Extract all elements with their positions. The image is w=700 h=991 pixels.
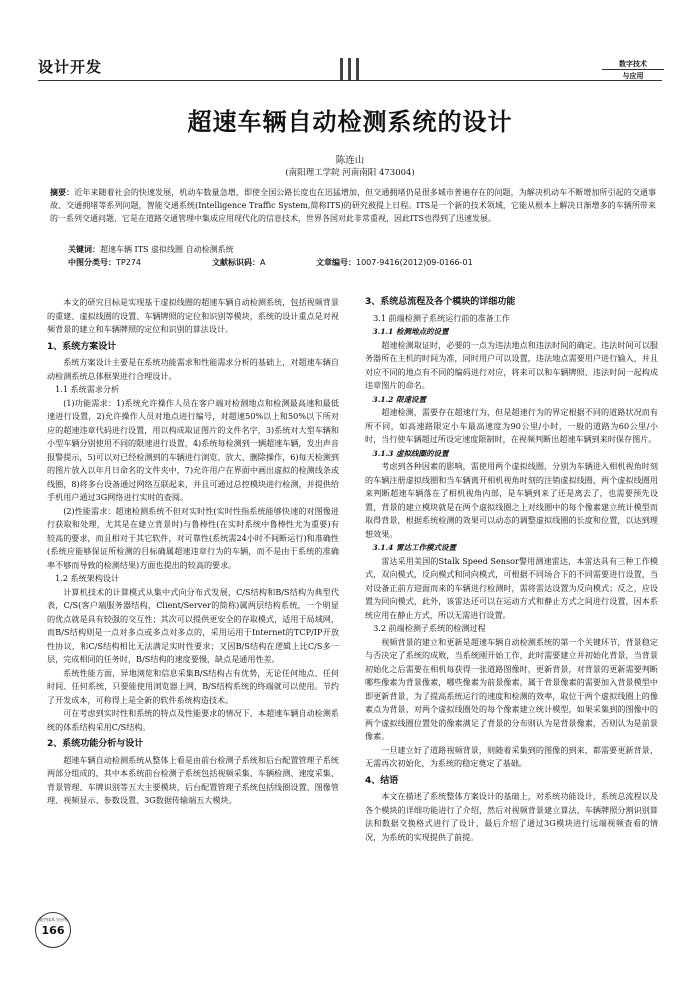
paragraph: 超速检测取证时，必要的一点为违法地点和违法时间的确定。违法时间可以服务器所在主机的时间为准，同时用户可以设置，违法地点需要用户进行输入，并且对应不同的地点有不同的编码进行对应，将来可以和车辆牌照、违法时间一起构成违章图片的命名。 [365, 339, 658, 390]
subsection-heading: 3.1 前端检测子系统运行前的准备工作 [373, 312, 510, 323]
keywords-label: 关键词： [68, 245, 100, 254]
article-no-value: 1007-9416(2012)09-0166-01 [356, 258, 473, 267]
subsubsection-heading: 3.1.4 雷达工作模式设置 [372, 543, 456, 552]
paragraph: 系统性能方面，异地浏览和信息采集B/S结构占有优势，无论任何地点、任何时间、任何系统，只要能使用浏览器上网，B/S结构系统的终端就可以使用。节约了开发成本，可称得上是全新的软件系统构造技术。 [47, 667, 339, 705]
author-affiliation: (南阳理工学院 河南南阳 473004) [285, 168, 415, 178]
section-heading: 1、系统方案设计 [47, 341, 117, 352]
subsection-heading: 1.2 系统架构设计 [55, 573, 120, 583]
subsubsection-heading: 3.1.1 检测地点的设置 [372, 327, 449, 336]
subsection-heading: 3.2 前端检测子系统的检测过程 [373, 623, 486, 633]
section-label: 设计开发 [38, 58, 103, 76]
left-column [47, 296, 339, 808]
doc-label: 文献标识码： [212, 258, 260, 267]
subsubsection-heading: 3.1.2 限速设置 [372, 394, 426, 404]
header-rule [38, 80, 662, 81]
page-number-badge [35, 912, 71, 948]
abstract-label: 摘要： [50, 188, 75, 197]
keywords-text: 超速车辆 ITS 虚拟线圈 自动检测系统 [100, 245, 234, 254]
article-title: 超速车辆自动检测系统的设计 [187, 107, 513, 136]
paragraph: 超速检测，需要存在超速行为，但是超速行为的界定根据不同的道路状况而有所不同，如高速路限定小车最高速度为90公里/小时，一般的道路为60公里/小时，当行使车辆超过所设定速度限制时，在视频判断出超速车辆到来时保存图片。 [365, 407, 658, 444]
journal-name-line1: 数字技术 [602, 58, 664, 70]
section-heading: 2、系统功能分析与设计 [47, 739, 144, 749]
keywords [68, 244, 234, 255]
paragraph: 计算机技术的计算模式从集中式向分布式发展，C/S结构和B/S结构为典型代表，C/S(客户端服务器结构，Client/Server的简称)属两层结构系统，一个明显的优点就是具有较强的交互性；其次可以提供更安全的存取模式，适用于局域网，而B/S结构则是一点对多点或多点对多点的，采用运用于Internet的TCP/IP开放性协议，和C/S结构相比无法满足实时性要求；又因B/S结构在逻辑上比C/S多一层，完成相同的任务时，B/S结构的速度要慢，缺点是通用性差。 [47, 586, 339, 664]
doc-value: A [260, 258, 266, 267]
paragraph: 视频背景的建立和更新是超速车辆自动检测系统的第一个关键环节，背景稳定与否决定了系统的成败，当系统刚开始工作，此时需要建立并初始化背景，当背景初始化之后需要在相机每获得一张道路图像时，更新背景，对背景的更新需要判断哪些像素为背景像素，哪些像素为前景像素，属于背景像素的需要加入背景模型中即更新背景，为了提高系统运行的速度和检测的效率，取位于两个虚拟线圈上的像素点为背景，对两个虚拟线圈处的每个像素建立统计模型，如果采集到的图像中的两个虚拟线圈位置处的像素满足了背景的分布则认为是背景像素，否则认为是前景像素。 [365, 636, 658, 741]
article-number [316, 257, 473, 268]
section-heading: 4、结语 [365, 775, 399, 786]
paragraph: 可在考虑到实时性和系统的特点及性能要求的情况下，本超速车辆自动检测系统的体系结构采用C/S结构。 [47, 708, 339, 732]
author-name: 陈连山 [335, 155, 365, 166]
article-no-label: 文章编号： [316, 258, 356, 267]
paragraph: 本文在描述了系统整体方案设计的基础上，对系统功能设计，系统总流程以及各个模块的详细功能进行了介绍，然后对视频背景建立算法，车辆牌照分割识别算法和数据交换格式进行了设计，最后介绍了通过3G模块进行远端视频查看的情况，为系统的实现提供了前提。 [365, 791, 658, 842]
abstract-text: 近年来随着社会的快速发展，机动车数量急增，即使全国公路长度也在迅猛增加，但交通拥堵仍是很多城市普遍存在的问题，为解决机动车不断增加所引起的交通事故、交通拥堵等系列问题，智能交通系统(Intelligence Traffic System,简称ITS)的研究被提上日程。ITS是一个新的技术领域，它能从根本上解决日渐增多的车辆所带来的一系列交通问题，它是在道路交通管理中集成应用现代化的信息技术，世界各国对此非常重视，因此ITS也得到了迅速发展。 [50, 188, 656, 223]
subsection-heading: 1.1 系统需求分析 [55, 384, 120, 394]
paragraph: 超速车辆自动检测系统从整体上看是由前台检测子系统和后台配置管理子系统两部分组成的，其中本系统前台检测子系统包括视频采集、车辆检测、速度采集、背景管理、车牌识别等五大主要模块，后台配置管理子系统包括线圈设置、图像管理、视频显示、参数设置、3G数据传输端五大模块。 [47, 754, 339, 805]
clc-number [68, 257, 141, 268]
paragraph: 雷达采用美国的Stalk Speed Sensor警用测速雷达，本雷达具有三种工作模式，双向模式，反向模式和同向模式，可根据不同场合下的不同需要进行设置，当对设备正前方迎面而来的车辆进行检测时，需将雷达设置为反向模式；反之，应设置为同向模式，此外，该雷达还可以在运动方式和静止方式之间进行设置，因本系统应用在静止方式，所以无需进行设置。 [365, 555, 658, 620]
doc-code [212, 257, 265, 268]
paragraph: 一旦建立好了道路视频背景，则随着采集到的图像的到来，都需要更新背景，无需再次初始化，为系统的稳定奠定了基础。 [365, 744, 658, 768]
paragraph: (2)性能需求：超速检测系统不但对实时性(实时性指系统能够快速的对图像进行获取和处理，尤其是在建立背景时)与鲁棒性(在实时系统中鲁棒性尤为重要)有较高的要求，而且相对于其它软件，对可靠性(系统需24小时不间断运行)和准确性(系统应能够保证所检测的目标确属超速违章行为的车辆，而不是由于系统的准确率不够而导致的检测结果)方面也提出的较高的要求。 [47, 505, 339, 570]
paragraph: 考虑到各种因素的影响，需使用两个虚拟线圈，分别为车辆进入相机视角时刻的车辆注册虚拟线圈和当车辆离开相机视角时刻的注销虚拟线圈，两个虚拟线圈用来判断超速车辆落在了相机视角内部，是车辆到来了还是离去了，也需要预先设置，背景的建立模块就是在两个虚拟线圈之上对线圈中的每个像素建立统计模型而取得背景，根据系统检测的效果可以动态的调整虚拟线圈的长度和位置，以达到理想效果。 [365, 461, 658, 539]
journal-name-line2: 与应用 [622, 71, 644, 80]
subsubsection-heading: 3.1.3 虚拟线圈的设置 [372, 448, 449, 458]
page-number: 166 [41, 924, 65, 937]
clc-value: TP274 [116, 258, 141, 267]
clc-label: 中图分类号： [68, 258, 116, 267]
paragraph: 系统方案设计主要是在系统功能需求和性能需求分析的基础上，对超速车辆自动检测系统总体框架进行合理设计。 [47, 357, 339, 381]
paragraph: (1)功能需求：1)系统允许操作人员在客户端对检测地点和检测最高速和最低速进行设置，2)允许操作人员对地点进行编号，对超速50%以上和50%以下所对应的超速违章代码进行设置，用以构成取证图片的文件名字，3)系统对大型车辆和小型车辆分别使用不同的限速进行设置，4)系统每检测到一辆超速车辆，发出声音报警提示，5)可以对已经检测到的车辆进行浏览、放大、删除操作，6)每天检测到的图片放入以年月日命名的文件夹中，7)允许用户在界面中画出虚拟的检测线条或线圈，8)将多台设备通过网络互联起来，并且可通过总控模块进行检测，并提供给手机用户通过3G网络进行实时的查阅。 [47, 397, 339, 502]
right-column [365, 296, 658, 844]
abstract [50, 186, 656, 225]
section-heading: 3、系统总流程及各个模块的详细功能 [365, 297, 516, 307]
intro-paragraph: 本文的研究目标是实现基于虚拟线圈的超速车辆自动检测系统，包括视频背景的重建、虚拟线圈的设置、车辆牌照的定位和识别等模块，系统的设计重点是对视频背景的建立和车辆牌照的定位和识别的算法设计。 [47, 297, 339, 334]
journal-logo [602, 58, 664, 81]
header-decoration [340, 58, 360, 80]
badge-text: 数字技术与应用 [39, 917, 67, 922]
